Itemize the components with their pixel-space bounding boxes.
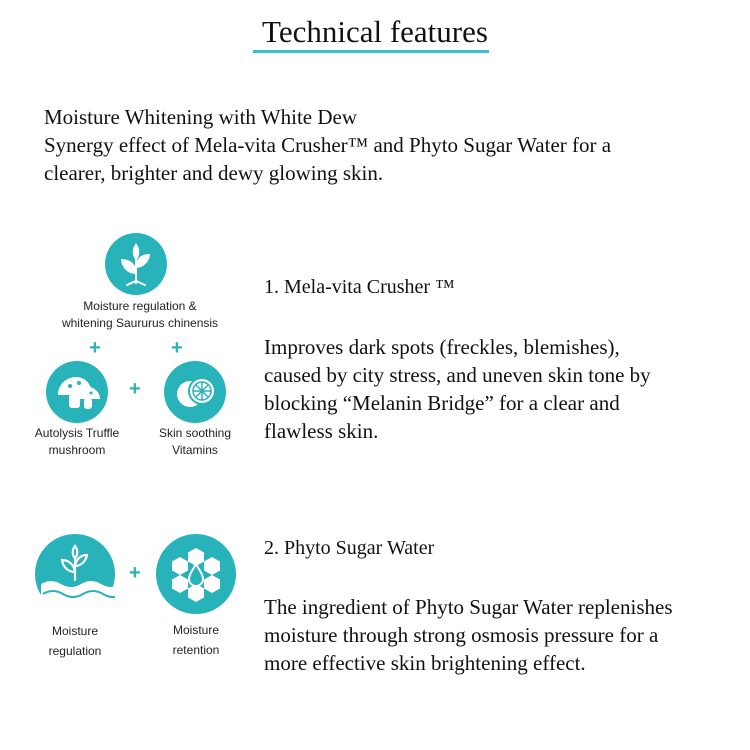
title-underline xyxy=(253,50,489,53)
intro-line-1: Moisture Whitening with White Dew xyxy=(44,105,358,129)
plus-sign: + xyxy=(89,337,101,359)
intro-line-3: clearer, brighter and dewy glowing skin. xyxy=(44,161,384,185)
caption-truffle: Autolysis Truffle mushroom xyxy=(34,426,120,457)
caption-vitamins: Skin soothing Vitamins xyxy=(158,426,232,457)
page-title-text: Technical features xyxy=(262,14,488,49)
caption-saururus: Moisture regulation & whitening Saururus chinensis xyxy=(61,299,219,330)
sprout-water-icon xyxy=(35,534,115,614)
plant-icon xyxy=(105,233,167,295)
intro-text xyxy=(44,103,724,187)
plus-sign: + xyxy=(129,378,141,400)
hexagon-droplet-icon xyxy=(156,534,236,614)
mushroom-icon xyxy=(46,361,108,423)
feature-2-description: The ingredient of Phyto Sugar Water replenishes moisture through strong osmosis pressure for a more effective skin brightening effect. xyxy=(264,595,673,675)
caption-moisture-regulation: Moisture regulation xyxy=(48,624,102,658)
plus-sign: + xyxy=(129,562,141,584)
feature-1-title: 1. Mela-vita Crusher ™ xyxy=(264,276,455,298)
intro-line-2: Synergy effect of Mela-vita Crusher™ and Phyto Sugar Water for a xyxy=(44,133,612,157)
citrus-slice-icon xyxy=(164,361,226,423)
page-title xyxy=(0,14,750,52)
caption-moisture-retention: Moisture retention xyxy=(172,623,220,657)
feature-1-description: Improves dark spots (freckles, blemishes), caused by city stress, and uneven skin tone by blocking “Melanin Bridge” for a clear and flawless skin. xyxy=(264,335,651,443)
plus-sign: + xyxy=(171,337,183,359)
feature-2-title: 2. Phyto Sugar Water xyxy=(264,537,435,559)
